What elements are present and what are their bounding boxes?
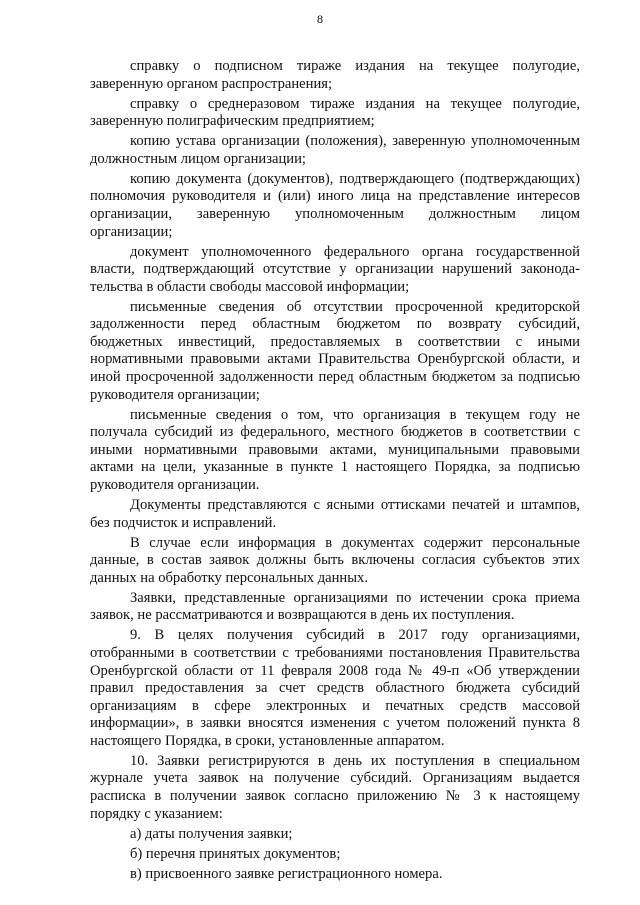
paragraph-no-overdue-debt: письменные сведения об отсутствии просроченной кредиторской задолженности перед областным бюджетом по возврату субсидий, бюджетных инвестиций, предоставляемых в соответствии с иными нормативными правовыми актами Правительства Оренбургской области, и иной просроченной задолженности перед областным бюджетом за подписью руководителя организации;: [90, 298, 580, 403]
paragraph-late-applications: Заявки, представленные организациями по истечении срока приема заявок, не рассматриваются и возвращаются в день их поступления.: [90, 589, 580, 624]
paragraph-subscription-circulation: справку о подписном тираже издания на текущее полугодие, заверенную органом распространения;: [90, 58, 580, 92]
list-item-c: в) присвоенного заявке регистрационного номера.: [130, 865, 443, 882]
paragraph-federal-authority-document: документ уполномоченного федерального органа государственной власти, подтверждающий отсутствие у организации нарушений законодательства в области свободы массовой информации;: [90, 243, 580, 295]
paragraph-charter-copy: копию устава организации (положения), заверенную уполномоченным должностным лицом организации;: [90, 133, 580, 167]
paragraph-authority-documents: копию документа (документов), подтверждающего (подтверждающих) полномочия руководителя и (или) иного лица на представление интересов организации, заверенную уполномоченным должностным лицом организации;: [90, 170, 580, 240]
paragraph-no-other-subsidies: письменные сведения о том, что организация в текущем году не получала субсидий из федерального, местного бюджетов в соответствии с иными нормативными правовыми актами, муниципальными правовыми актами на цели, указанные в пункте 1 настоящего Порядка, за подписью руководителя организации.: [90, 406, 580, 493]
list-item-b: б) перечня принятых документов;: [130, 845, 341, 862]
paragraph-personal-data: В случае если информация в документах содержит персональные данные, в состав заявок должны быть включены согласия субъектов этих данных на обработку персональных данных.: [90, 534, 580, 586]
document-body: [90, 58, 580, 886]
paragraph-average-circulation: справку о среднеразовом тираже издания на текущее полугодие, заверенную полиграфическим предприятием;: [90, 95, 580, 130]
list-item-a: а) даты получения заявки;: [130, 825, 293, 842]
page-number: 8: [317, 12, 323, 26]
paragraph-clause-10: 10. Заявки регистрируются в день их поступления в специальном журнале учета заявок на получение субсидий. Организациям выдается расписка в получении заявок согласно приложению № 3 к настоящему порядку с указанием:: [90, 752, 580, 822]
paragraph-clause-9: 9. В целях получения субсидий в 2017 году организациями, отобранными в соответствии с требованиями постановления Правительства Оренбургской области от 11 февраля 2008 года № 49-п «Об утверждении правил предоставления за счет средств областного бюджета субсидий организациям в сфере электронных и печатных средств массовой информации», в заявки вносятся изменения с учетом положений пункта 8 настоящего Порядка, в сроки, установленные аппаратом.: [90, 627, 580, 749]
paragraph-document-requirements: Документы представляются с ясными оттисками печатей и штампов, без подчисток и исправлений.: [90, 496, 580, 531]
